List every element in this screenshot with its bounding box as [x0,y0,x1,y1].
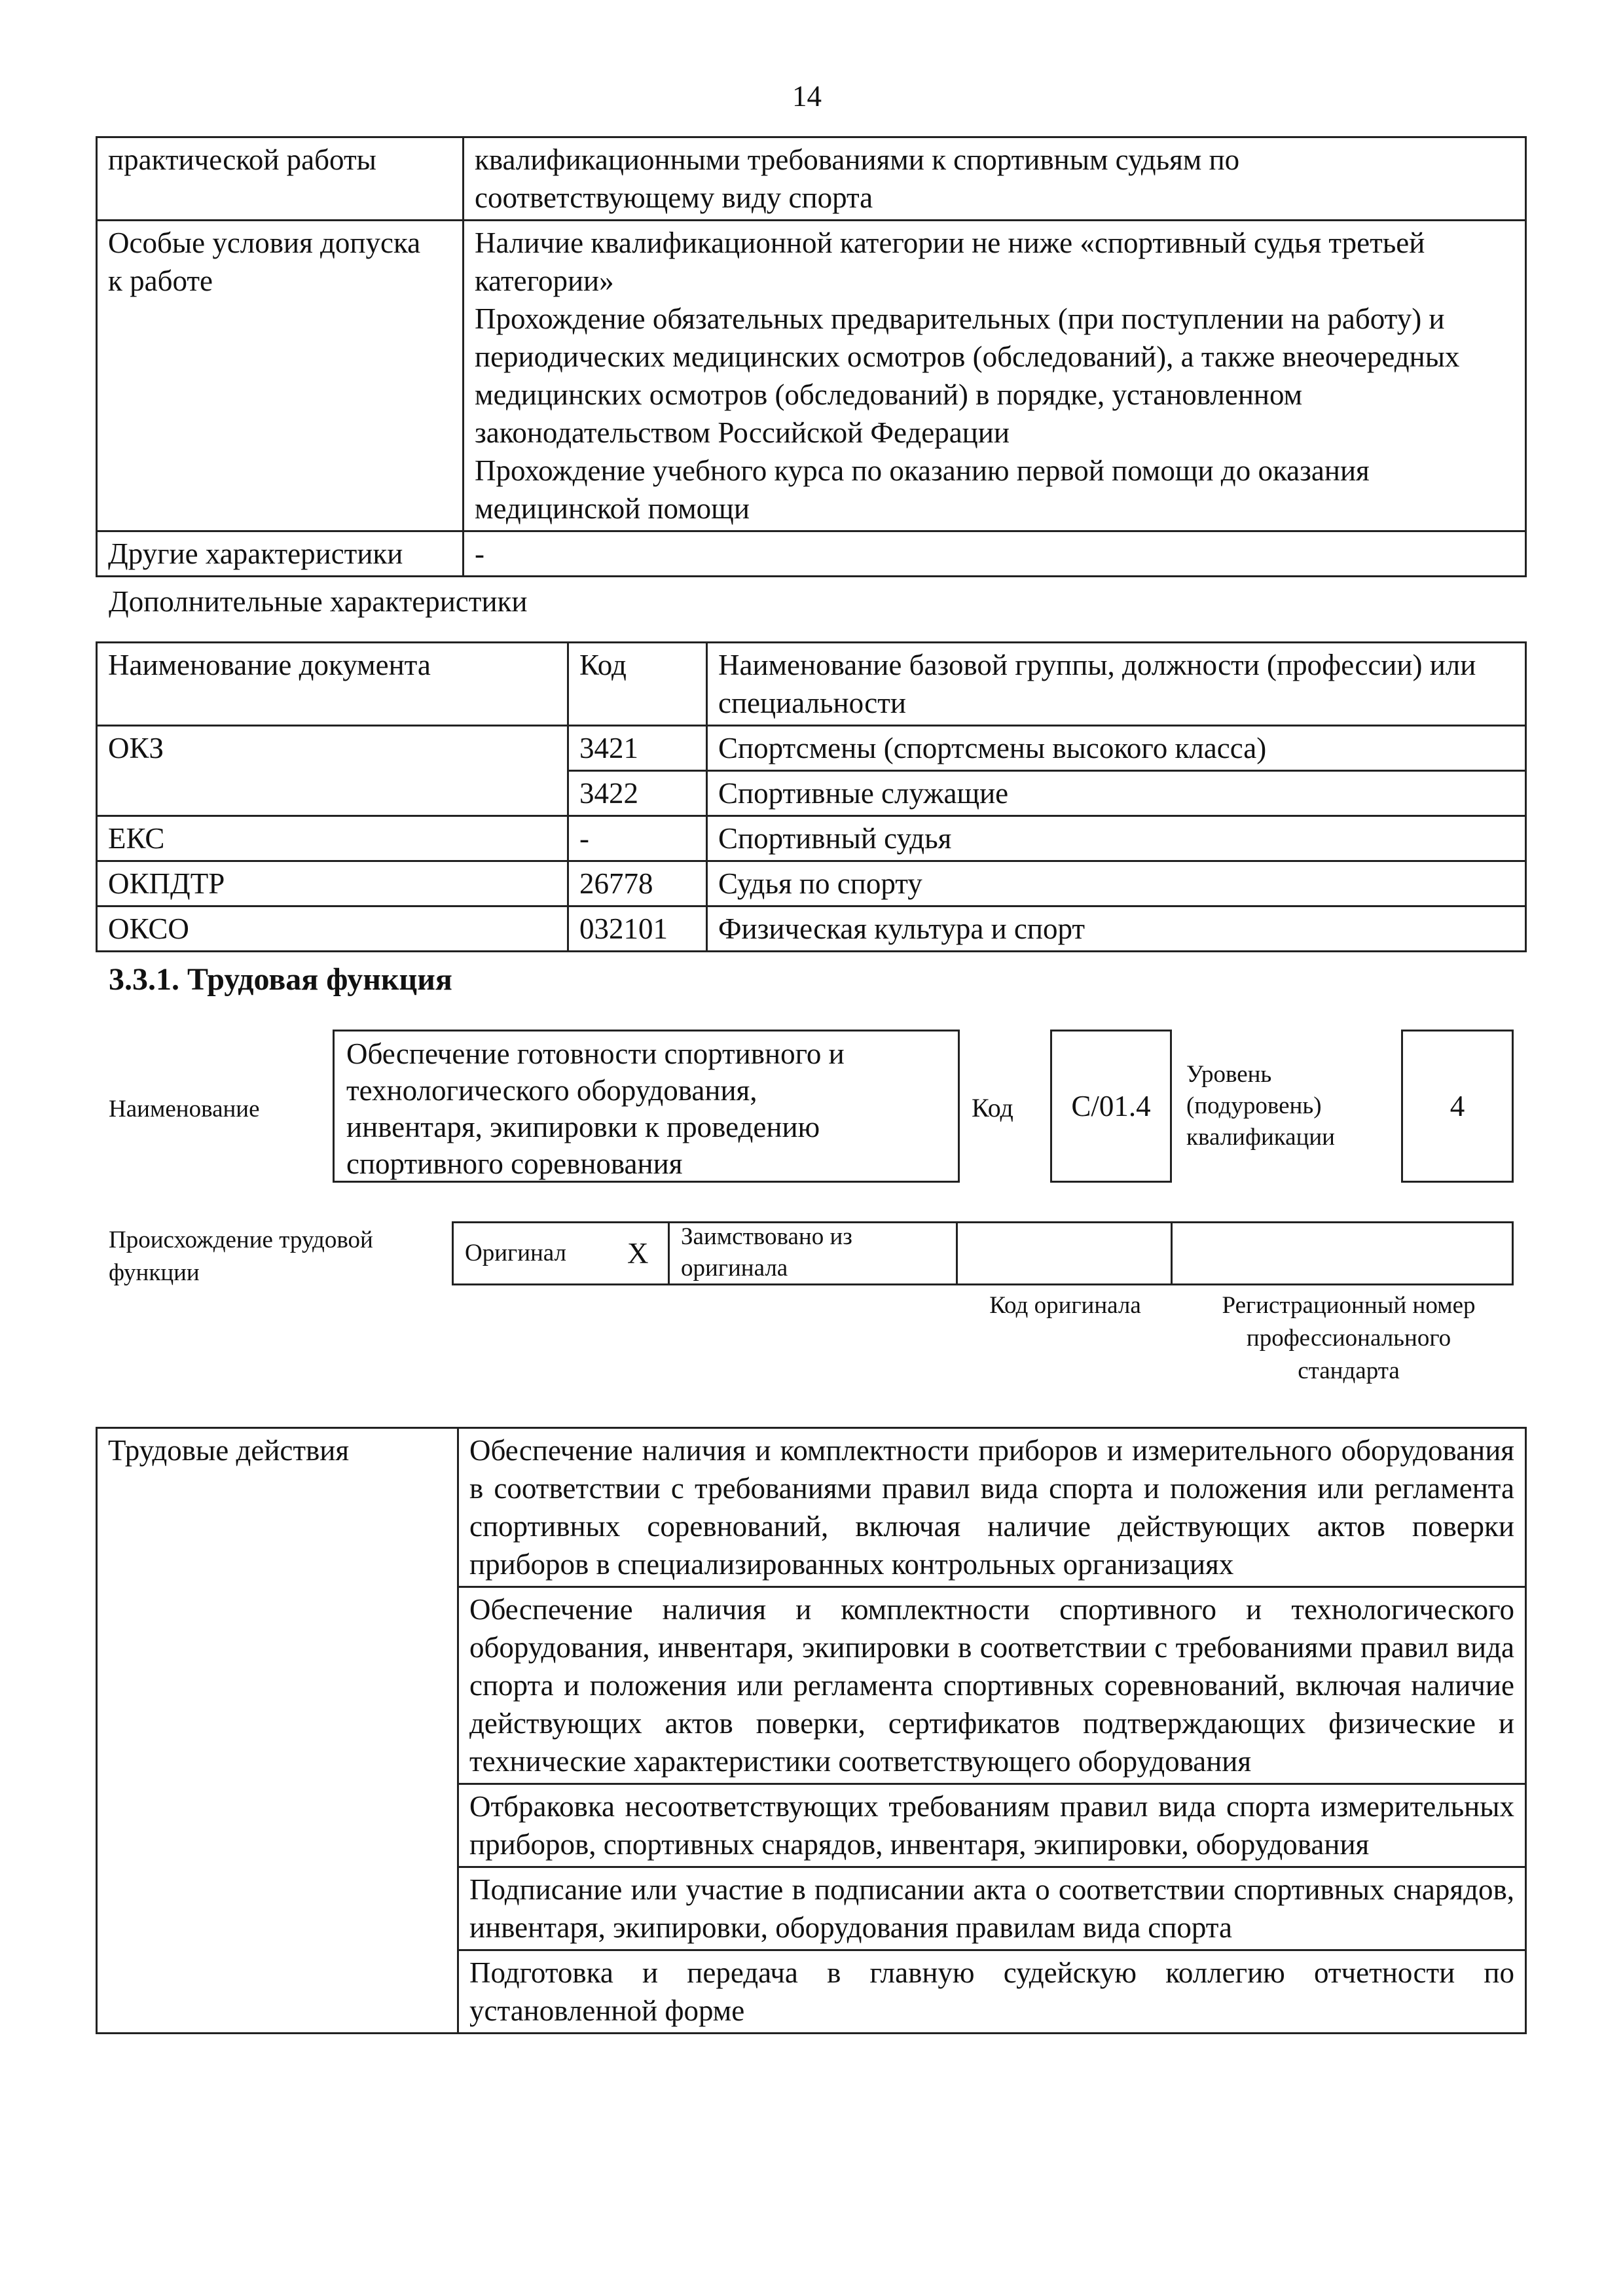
code-cell: - [568,816,707,861]
doc-cell: ОКЗ [97,726,568,816]
table-row [97,906,1526,952]
table-row [97,221,1526,531]
text-line: Уровень [1186,1061,1272,1088]
original-label: Оригинал [465,1240,567,1266]
doc-cell: ОКСО [97,906,568,952]
name-cell: Спортивный судья [707,816,1526,861]
text-line: функции [109,1259,200,1286]
text-line: Наличие квалификационной категории не ниже «спортивный судья третьей категории» [475,226,1425,297]
name-label: Наименование [109,1096,260,1122]
action-item: Обеспечение наличия и комплектности приборов и измерительного оборудования в соответствии с требованиями правил вида спорта и положения или регламента спортивных соревнований, включая наличие действующих актов поверки приборов в специализированных контрольных организациях [458,1428,1526,1587]
table-row [97,726,1526,771]
name-cell: Спортсмены (спортсмены высокого класса) [707,726,1526,771]
action-item: Подписание или участие в подписании акта о соответствии спортивных снарядов, инвентаря, экипировки, оборудования правилам вида спорта [458,1867,1526,1950]
doc-cell: ОКПДТР [97,861,568,906]
origin-row [452,1221,1514,1285]
labor-function-heading: 3.3.1. Трудовая функция [109,962,452,997]
name-cell: Спортивные служащие [707,771,1526,816]
action-item: Отбраковка несоответствующих требованиям правил вида спорта измерительных приборов, спортивных снарядов, инвентаря, экипировки, оборудования [458,1784,1526,1867]
origin-label [109,1224,373,1289]
text-line: Заимствовано из [681,1223,852,1250]
table-row [97,861,1526,906]
table-row [97,137,1526,221]
divider [668,1221,670,1285]
text-line: Прохождение обязательных предварительных (при поступлении на работу) и периодических медицинских осмотров (обследований), а также внеочередных медицинских осмотров (обследований) в порядке, установленном законодательством Российской Федерации [475,302,1460,449]
labor-actions-table [96,1427,1527,2034]
column-header: Код [568,643,707,726]
text-line: технологического оборудования, [346,1074,757,1107]
level-value: 4 [1450,1090,1465,1122]
code-cell: 3422 [568,771,707,816]
doc-cell: ЕКС [97,816,568,861]
table-header-row [97,643,1526,726]
section-heading: Дополнительные характеристики [109,585,528,618]
code-value-box [1050,1030,1172,1183]
divider [1171,1221,1173,1285]
row-label: практической работы [97,137,464,221]
text-line: Прохождение учебного курса по оказанию первой помощи до оказания медицинской помощи [475,454,1370,525]
code-value: С/01.4 [1071,1090,1151,1122]
code-cell: 26778 [568,861,707,906]
borrowed-label [681,1221,852,1284]
level-label [1186,1059,1335,1153]
additional-characteristics-table [96,641,1527,952]
function-name-box [333,1030,960,1183]
row-label: Особые условия допуска к работе [97,221,464,531]
text-line: квалификационными требованиями к спортивным судьям по [475,143,1240,176]
original-mark: X [627,1237,649,1270]
action-item: Обеспечение наличия и комплектности спортивного и технологического оборудования, инвентаря, экипировки в соответствии с требованиями правил вида спорта и положения или регламента спортивных соревнований, включая наличие действующих актов поверки, сертификатов подтверждающих физические и технические характеристики соответствующего оборудования [458,1587,1526,1784]
row-label: Другие характеристики [97,531,464,577]
row-value [464,221,1526,531]
column-header: Наименование базовой группы, должности (профессии) или специальности [707,643,1526,726]
text-line: инвентаря, экипировки к проведению [346,1111,820,1143]
text-line: Регистрационный номер [1222,1292,1476,1319]
action-item: Подготовка и передача в главную судейскую коллегию отчетности по установленной форме [458,1950,1526,2034]
text-line: (подуровень) [1186,1092,1322,1119]
reg-number-caption [1178,1289,1519,1388]
text-line: стандарта [1298,1357,1400,1384]
code-cell: 3421 [568,726,707,771]
table-row [97,1428,1526,1587]
actions-label: Трудовые действия [97,1428,458,2034]
row-value [464,137,1526,221]
qualification-table [96,136,1527,577]
page-number: 14 [792,80,822,113]
text-line: спортивного соревнования [346,1147,683,1180]
table-row [97,531,1526,577]
text-line: Обеспечение готовности спортивного и [346,1037,845,1070]
text-line: квалификации [1186,1124,1335,1151]
table-row [97,816,1526,861]
text-line: профессионального [1246,1325,1451,1352]
row-value: - [464,531,1526,577]
level-value-box [1401,1030,1514,1183]
column-header: Наименование документа [97,643,568,726]
code-original-caption: Код оригинала [989,1292,1141,1319]
text-line: оригинала [681,1255,788,1282]
divider [956,1221,958,1285]
code-cell: 032101 [568,906,707,952]
name-cell: Физическая культура и спорт [707,906,1526,952]
text-line: Происхождение трудовой [109,1227,373,1253]
code-label: Код [972,1093,1013,1122]
name-cell: Судья по спорту [707,861,1526,906]
text-line: соответствующему виду спорта [475,181,873,214]
